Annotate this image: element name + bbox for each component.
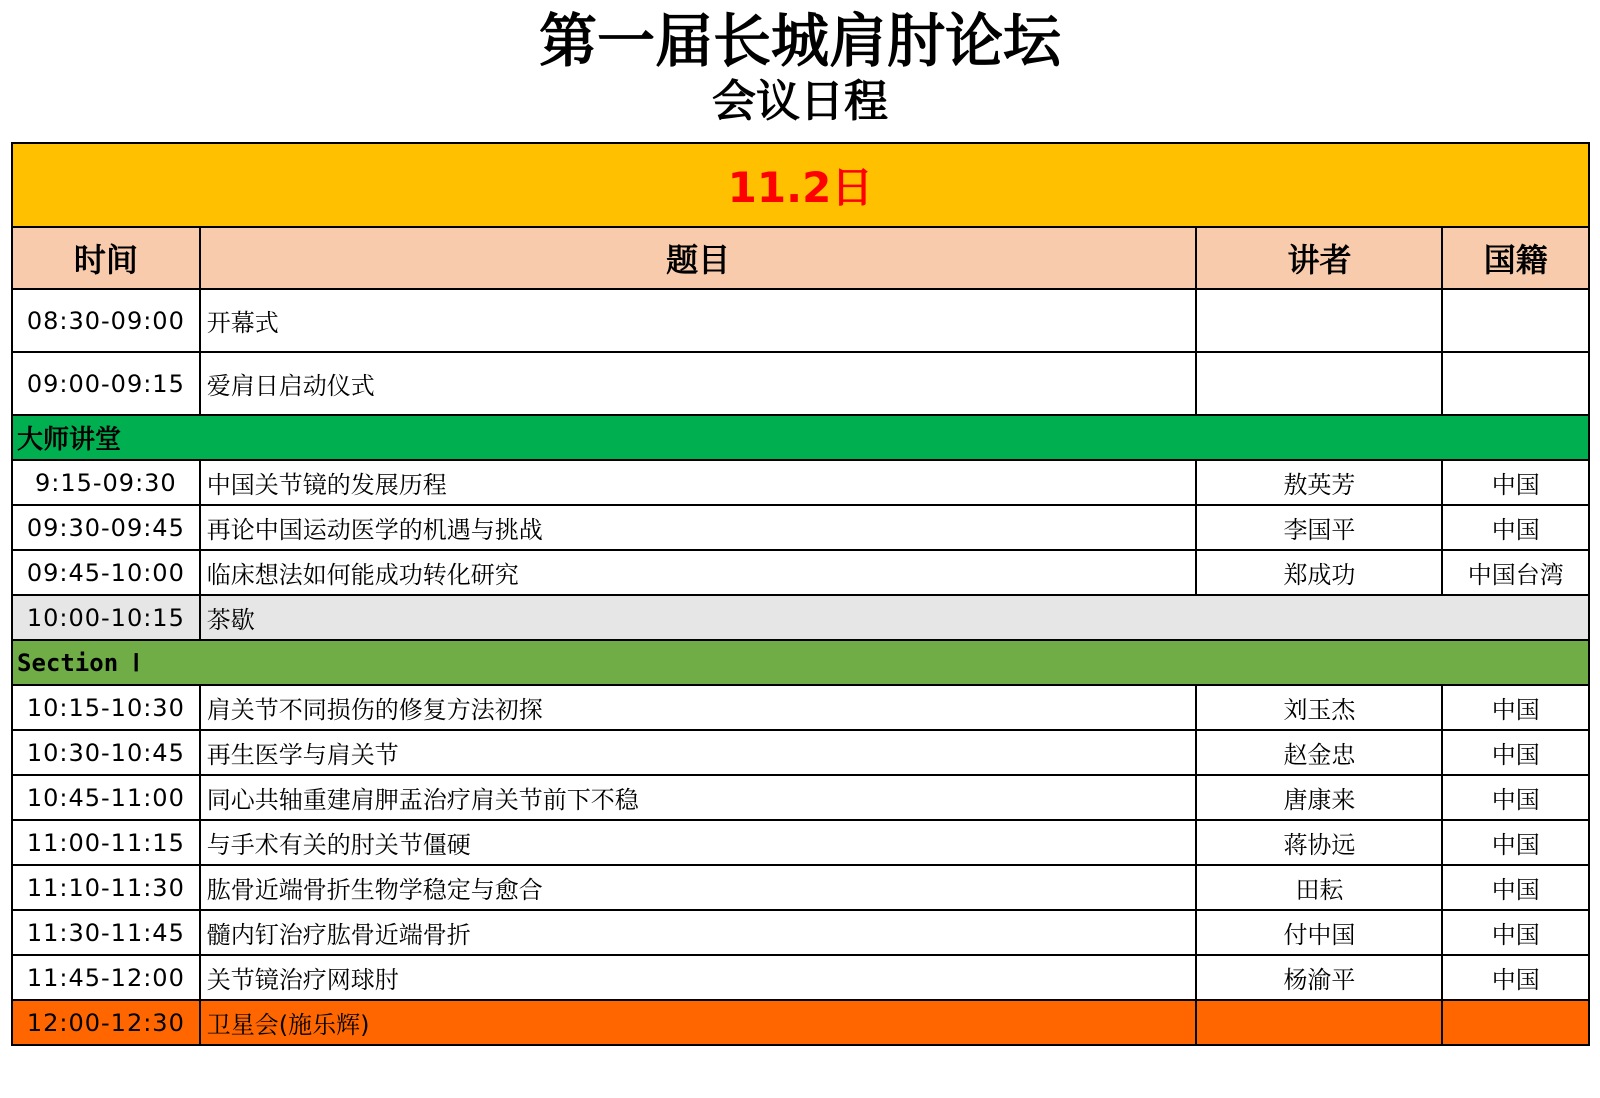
speaker-cell	[1196, 1000, 1442, 1045]
time-cell: 09:30-09:45	[12, 505, 200, 550]
col-header-nationality: 国籍	[1442, 227, 1589, 289]
table-row	[12, 550, 1589, 595]
time-cell: 10:30-10:45	[12, 730, 200, 775]
table-row	[12, 460, 1589, 505]
nationality-cell: 中国	[1442, 775, 1589, 820]
nationality-cell: 中国	[1442, 910, 1589, 955]
topic-cell: 再生医学与肩关节	[200, 730, 1197, 775]
time-cell: 12:00-12:30	[12, 1000, 200, 1045]
nationality-cell: 中国	[1442, 460, 1589, 505]
topic-cell: 髓内钉治疗肱骨近端骨折	[200, 910, 1197, 955]
topic-cell: 再论中国运动医学的机遇与挑战	[200, 505, 1197, 550]
topic-cell: 肩关节不同损伤的修复方法初探	[200, 685, 1197, 730]
col-header-topic: 题目	[200, 227, 1197, 289]
nationality-cell: 中国	[1442, 820, 1589, 865]
table-row	[12, 352, 1589, 415]
schedule-table	[11, 142, 1590, 1046]
date-row	[12, 143, 1589, 227]
time-cell: 09:00-09:15	[12, 352, 200, 415]
table-row	[12, 910, 1589, 955]
nationality-cell: 中国	[1442, 505, 1589, 550]
time-cell: 10:15-10:30	[12, 685, 200, 730]
section-label: Section Ⅰ	[12, 640, 1589, 685]
table-row	[12, 820, 1589, 865]
speaker-cell: 蒋协远	[1196, 820, 1442, 865]
table-row	[12, 289, 1589, 352]
header-row	[12, 227, 1589, 289]
table-row	[12, 955, 1589, 1000]
nationality-cell	[1442, 1000, 1589, 1045]
topic-cell: 中国关节镜的发展历程	[200, 460, 1197, 505]
speaker-cell: 唐康来	[1196, 775, 1442, 820]
time-cell: 10:00-10:15	[12, 595, 200, 640]
table-row	[12, 505, 1589, 550]
topic-cell: 临床想法如何能成功转化研究	[200, 550, 1197, 595]
break-row	[12, 595, 1589, 640]
topic-cell: 开幕式	[200, 289, 1197, 352]
speaker-cell	[1196, 289, 1442, 352]
topic-cell: 与手术有关的肘关节僵硬	[200, 820, 1197, 865]
page-subtitle: 会议日程	[712, 76, 888, 127]
time-cell: 09:45-10:00	[12, 550, 200, 595]
time-cell: 08:30-09:00	[12, 289, 200, 352]
topic-cell: 同心共轴重建肩胛盂治疗肩关节前下不稳	[200, 775, 1197, 820]
speaker-cell: 郑成功	[1196, 550, 1442, 595]
speaker-cell: 田耘	[1196, 865, 1442, 910]
col-header-time: 时间	[12, 227, 200, 289]
nationality-cell: 中国台湾	[1442, 550, 1589, 595]
topic-cell: 卫星会(施乐辉)	[200, 1000, 1197, 1045]
nationality-cell: 中国	[1442, 865, 1589, 910]
date-label: 11.2日	[12, 143, 1589, 227]
nationality-cell	[1442, 289, 1589, 352]
topic-cell: 肱骨近端骨折生物学稳定与愈合	[200, 865, 1197, 910]
table-row	[12, 775, 1589, 820]
section-header-1	[12, 640, 1589, 685]
speaker-cell: 刘玉杰	[1196, 685, 1442, 730]
topic-cell: 关节镜治疗网球肘	[200, 955, 1197, 1000]
speaker-cell: 付中国	[1196, 910, 1442, 955]
page-title: 第一届长城肩肘论坛	[538, 7, 1061, 75]
section-label: 大师讲堂	[12, 415, 1589, 460]
speaker-cell: 敖英芳	[1196, 460, 1442, 505]
speaker-cell	[1196, 352, 1442, 415]
topic-cell: 爱肩日启动仪式	[200, 352, 1197, 415]
nationality-cell: 中国	[1442, 685, 1589, 730]
section-header-master	[12, 415, 1589, 460]
speaker-cell: 赵金忠	[1196, 730, 1442, 775]
speaker-cell: 李国平	[1196, 505, 1442, 550]
nationality-cell	[1442, 352, 1589, 415]
col-header-speaker: 讲者	[1196, 227, 1442, 289]
time-cell: 9:15-09:30	[12, 460, 200, 505]
satellite-row	[12, 1000, 1589, 1045]
topic-cell: 茶歇	[200, 595, 1589, 640]
speaker-cell: 杨渝平	[1196, 955, 1442, 1000]
nationality-cell: 中国	[1442, 955, 1589, 1000]
table-row	[12, 730, 1589, 775]
time-cell: 11:10-11:30	[12, 865, 200, 910]
time-cell: 11:00-11:15	[12, 820, 200, 865]
time-cell: 11:30-11:45	[12, 910, 200, 955]
table-row	[12, 865, 1589, 910]
time-cell: 10:45-11:00	[12, 775, 200, 820]
table-row	[12, 685, 1589, 730]
nationality-cell: 中国	[1442, 730, 1589, 775]
time-cell: 11:45-12:00	[12, 955, 200, 1000]
